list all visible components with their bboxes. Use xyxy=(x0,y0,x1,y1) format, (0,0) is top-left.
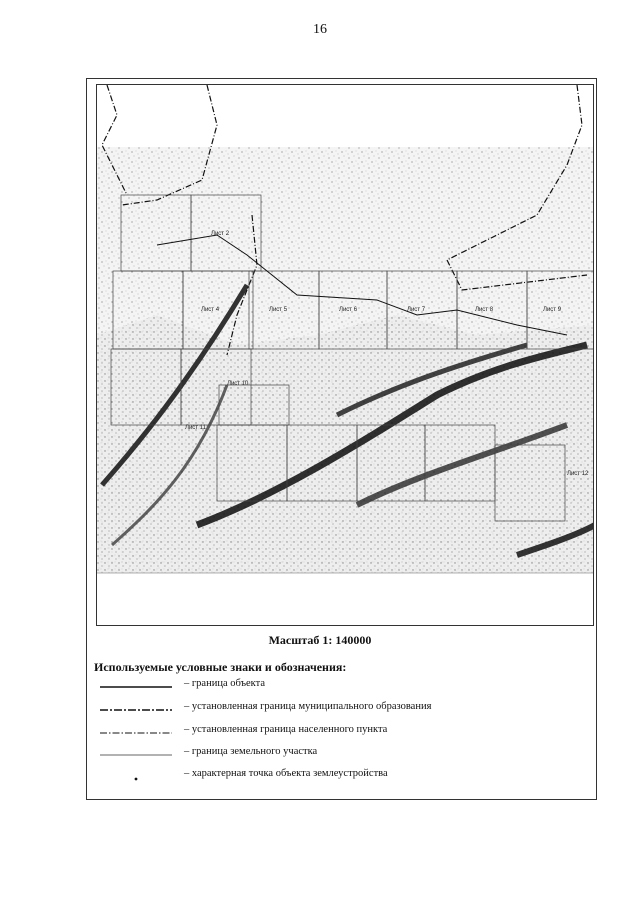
legend-item xyxy=(100,746,580,762)
legend-label: – граница объекта xyxy=(184,678,265,689)
legend-item xyxy=(100,701,580,717)
legend-label: – установленная граница муниципального образования xyxy=(184,701,432,712)
legend-label: – граница земельного участка xyxy=(184,746,318,757)
page-number: 16 xyxy=(313,22,327,37)
legend-item xyxy=(100,768,580,784)
survey-point-symbol xyxy=(100,768,174,784)
map-area xyxy=(96,84,594,626)
legend-label: – характерная точка объекта землеустройства xyxy=(184,768,388,779)
sheet-label: Лист 6 xyxy=(339,307,358,313)
municipal-boundary-symbol xyxy=(100,701,174,717)
map-blank-strip xyxy=(97,573,594,626)
settlement-boundary-symbol xyxy=(100,724,174,740)
legend-item xyxy=(100,678,580,694)
sheet-label: Лист 2 xyxy=(211,231,230,237)
sheet-label: Лист 9 xyxy=(543,307,562,313)
sheet-label: Лист 12 xyxy=(567,471,589,477)
map-canvas xyxy=(97,85,594,626)
legend-title: Используемые условные знаки и обозначения: xyxy=(94,660,347,674)
legend-label: – установленная граница населенного пункта xyxy=(184,724,388,735)
land-plot-boundary-symbol xyxy=(100,746,174,762)
sheet-label: Лист 10 xyxy=(227,381,249,387)
scale-label: Масштаб 1: 140000 xyxy=(268,633,372,647)
sheet-label: Лист 4 xyxy=(201,307,220,313)
legend-item xyxy=(100,724,580,740)
sheet-label: Лист 8 xyxy=(475,307,494,313)
sheet-label: Лист 7 xyxy=(407,307,426,313)
sheet-label: Лист 11 xyxy=(185,425,206,431)
sheet-label: Лист 5 xyxy=(269,307,288,313)
object-boundary-symbol xyxy=(100,678,174,694)
